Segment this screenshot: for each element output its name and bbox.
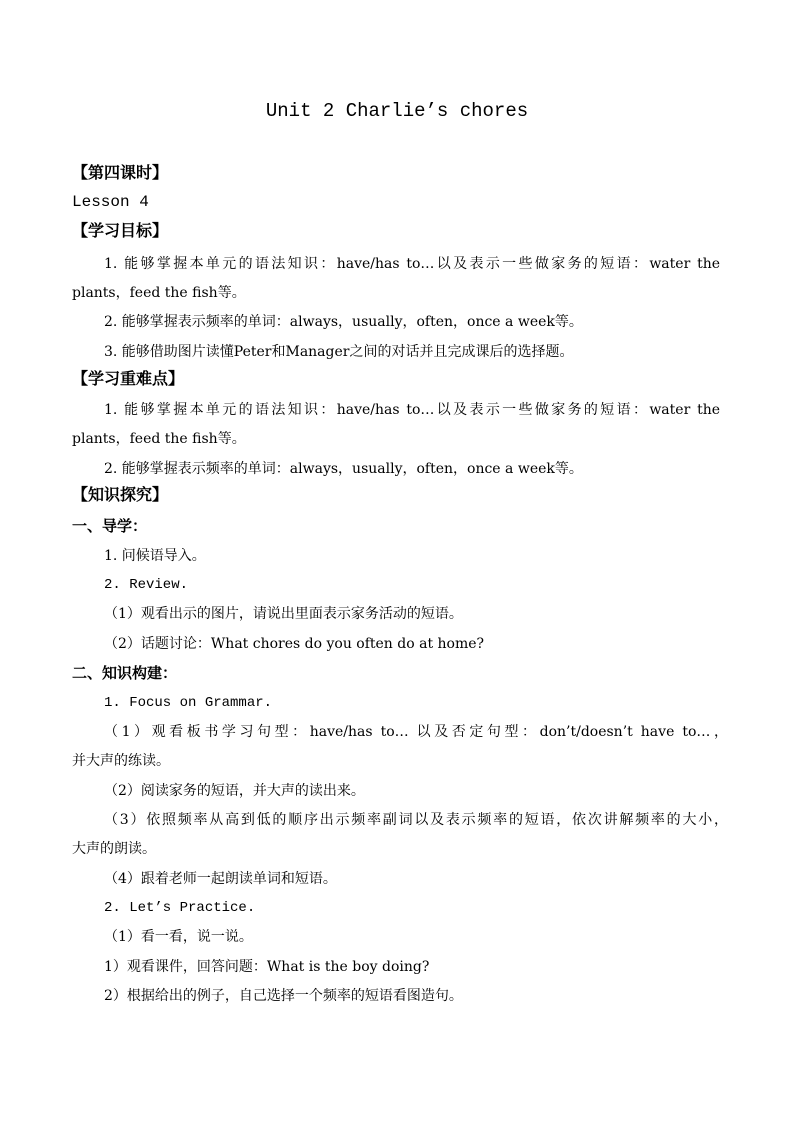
- section2-item-1-2: （2）阅读家务的短语，并大声的读出来。: [104, 783, 365, 799]
- period-heading: 【第四课时】: [72, 163, 169, 182]
- section2-item-2: 2. Let’s Practice.: [104, 900, 256, 916]
- document-title: Unit 2 Charlie’s chores: [265, 100, 529, 122]
- section1-heading: 一、导学：: [72, 517, 148, 535]
- objective-2: 2. 能够掌握表示频率的单词：always，usually，often，once a week等。: [104, 314, 583, 330]
- section2-item-2-1: （1）看一看，说一说。: [104, 929, 253, 945]
- explore-heading: 【知识探究】: [72, 485, 169, 504]
- section2-item-1-3-line2: 大声的朗读。: [72, 841, 156, 857]
- section2-item-1: 1. Focus on Grammar.: [104, 695, 273, 711]
- section2-item-1-1-line2: 并大声的练读。: [72, 753, 170, 769]
- keypoint-1-line1: 1. 能够掌握本单元的语法知识：have/has to…以及表示一些做家务的短语：water the: [104, 402, 720, 418]
- objective-3: 3. 能够借助图片读懂Peter和Manager之间的对话并且完成课后的选择题。: [104, 344, 574, 360]
- objective-1-line1: 1. 能够掌握本单元的语法知识：have/has to…以及表示一些做家务的短语：water the: [104, 256, 720, 272]
- keypoint-2: 2. 能够掌握表示频率的单词：always，usually，often，once a week等。: [104, 461, 583, 477]
- section2-item-1-4: （4）跟着老师一起朗读单词和短语。: [104, 871, 337, 887]
- section2-item-2-1-2: 2）根据给出的例子，自己选择一个频率的短语看图造句。: [104, 988, 463, 1004]
- objective-1-line2: plants，feed the fish等。: [72, 285, 246, 301]
- section2-item-2-1-1: 1）观看课件，回答问题：What is the boy doing?: [104, 959, 430, 975]
- section1-item-1: 1. 问候语导入。: [104, 548, 206, 564]
- section1-item-2-1: （1）观看出示的图片，请说出里面表示家务活动的短语。: [104, 606, 463, 622]
- keypoint-1-line2: plants，feed the fish等。: [72, 431, 246, 447]
- section2-item-1-1-line1: （1）观看板书学习句型：have/has to… 以及否定句型：don’t/doesn’t have to…，: [104, 724, 728, 740]
- section1-item-2-2: （2）话题讨论：What chores do you often do at home?: [104, 636, 485, 652]
- section2-item-1-3-line1: （3）依照频率从高到低的顺序出示频率副词以及表示频率的短语，依次讲解频率的大小，: [104, 812, 728, 828]
- lesson-label: Lesson 4: [72, 193, 149, 211]
- section2-heading: 二、知识构建：: [72, 664, 178, 682]
- objectives-heading: 【学习目标】: [72, 221, 169, 240]
- keypoints-heading: 【学习重难点】: [72, 369, 185, 388]
- section1-item-2: 2. Review.: [104, 577, 189, 593]
